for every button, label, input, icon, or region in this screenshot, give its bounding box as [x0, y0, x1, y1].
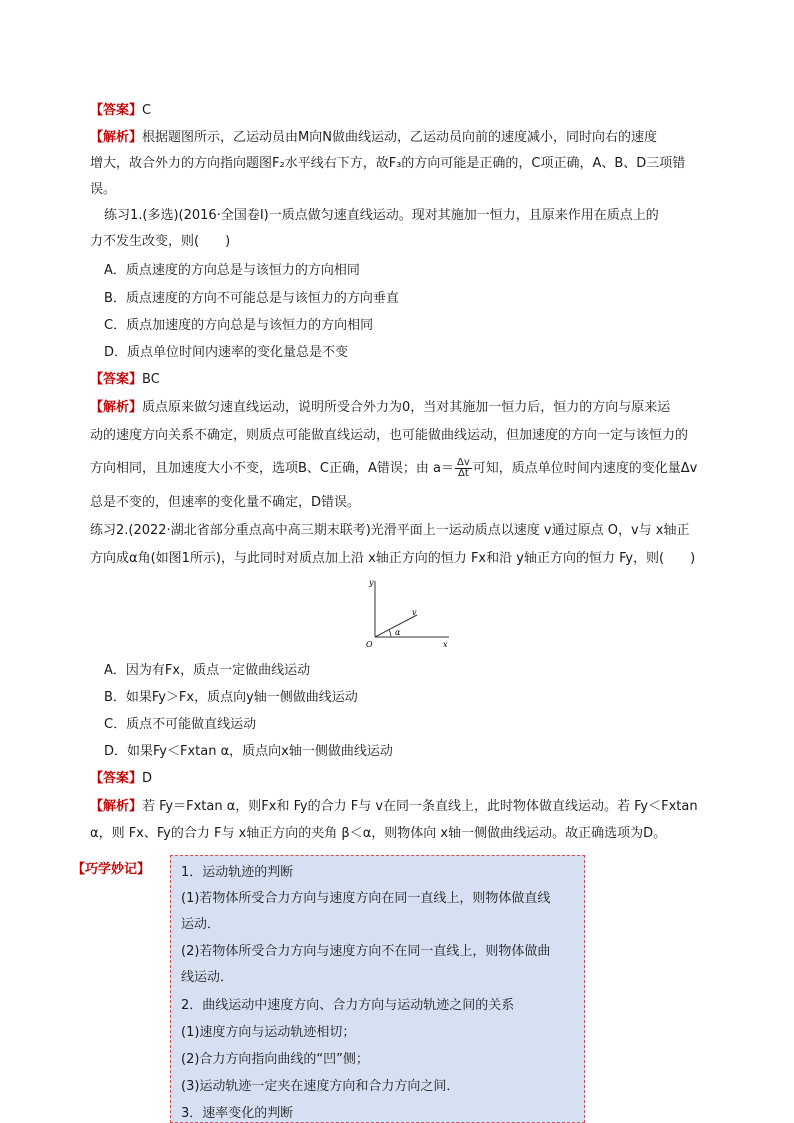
tip-line: (1)若物体所受合力方向与速度方向在同一直线上，则物体做直线 [181, 891, 551, 906]
tip-line: 2．曲线运动中速度方向、合力方向与运动轨迹之间的关系 [181, 998, 515, 1013]
tip-line: (2)若物体所受合力方向与速度方向不在同一直线上，则物体做曲 [181, 944, 551, 959]
tip-line: (1)速度方向与运动轨迹相切； [181, 1025, 356, 1040]
analysis-text: 根据题图所示，乙运动员由M向N做曲线运动，乙运动员向前的速度减小，同时向右的速度 [142, 130, 657, 145]
x-axis-label: x [443, 640, 448, 649]
question-2-line-2: 方向成α角(如图1所示)，与此同时对质点加上沿 x轴正方向的恒力 Fx和沿 y轴正方向的恒力 Fy，则( ) [90, 551, 696, 566]
tips-label: 【巧学妙记】 [72, 862, 151, 877]
answer-3 [90, 770, 710, 788]
answer-value: D [142, 771, 153, 786]
analysis-text: 可知，质点单位时间内速度的变化量Δv [472, 461, 698, 476]
origin-label: O [366, 640, 373, 649]
question-1-option-a: A．质点速度的方向总是与该恒力的方向相同 [104, 263, 360, 278]
tips-box [170, 855, 585, 1123]
analysis-2-line-4: 总是不变的，但速率的变化量不确定，D错误。 [90, 495, 361, 510]
analysis-3-line-1 [90, 798, 710, 816]
angle-arc [389, 630, 391, 637]
tip-line: (2)合力方向指向曲线的“凹”侧； [181, 1052, 369, 1067]
analysis-1-line-2: 增大，故合外力的方向指向题图F₂水平线右下方，故F₃的方向可能是正确的，C项正确，A、B、D三项错 [90, 156, 686, 171]
fraction [455, 458, 472, 479]
tip-line: 线运动． [181, 970, 234, 985]
question-1-line-2: 力不发生改变，则( ) [90, 234, 231, 249]
analysis-text: 质点原来做匀速直线运动，说明所受合外力为0，当对其施加一恒力后，恒力的方向与原来运 [142, 400, 671, 415]
fraction-numerator: Δv [457, 457, 470, 468]
answer-tag: 【答案】 [90, 771, 143, 786]
answer-tag: 【答案】 [90, 103, 143, 118]
tip-line: 运动． [181, 917, 221, 932]
analysis-tag: 【解析】 [90, 799, 143, 814]
analysis-2-line-2: 动的速度方向关系不确定，则质点可能做直线运动，也可能做曲线运动，但加速度的方向一定与该恒力的 [90, 428, 689, 443]
analysis-text: 若 Fy＝Fxtan α，则Fx和 Fy的合力 F与 v在同一条直线上，此时物体做直线运动。若 Fy＜Fxtan [142, 799, 698, 814]
analysis-2-line-3 [90, 458, 710, 479]
y-axis-label: y [369, 578, 374, 587]
tip-line: (3)运动轨迹一定夹在速度方向和合力方向之间． [181, 1079, 460, 1094]
question-2-option-c: C．质点不可能做直线运动 [104, 717, 257, 732]
question-2-option-b: B．如果Fy＞Fx，质点向y轴一侧做曲线运动 [104, 690, 358, 705]
angle-label: α [395, 628, 401, 637]
analysis-tag: 【解析】 [90, 130, 143, 145]
answer-value: C [142, 103, 152, 118]
answer-tag: 【答案】 [90, 372, 143, 387]
answer-value: BC [142, 372, 160, 387]
question-2-option-a: A．因为有Fx，质点一定做曲线运动 [104, 663, 311, 678]
analysis-text: 方向相同，且加速度大小不变，选项B、C正确，A错误；由 a＝ [90, 461, 454, 476]
question-1-option-d: D．质点单位时间内速率的变化量总是不变 [104, 345, 349, 360]
analysis-1-line-3: 误。 [90, 182, 117, 197]
question-1-line-1: 练习1.(多选)(2016·全国卷Ⅰ)一质点做匀速直线运动。现对其施加一恒力，且原来作用在质点上的 [104, 208, 659, 223]
analysis-2-line-1 [90, 399, 710, 417]
analysis-1-line-1 [90, 129, 710, 147]
tip-line: 1．运动轨迹的判断 [181, 865, 294, 880]
figure-1-diagram [365, 575, 455, 653]
question-1-option-b: B．质点速度的方向不可能总是与该恒力的方向垂直 [104, 291, 399, 306]
question-1-option-c: C．质点加速度的方向总是与该恒力的方向相同 [104, 318, 374, 333]
velocity-label: v [412, 608, 417, 617]
question-2-option-d: D．如果Fy＜Fxtan α，质点向x轴一侧做曲线运动 [104, 744, 393, 759]
analysis-tag: 【解析】 [90, 400, 143, 415]
question-2-line-1: 练习2.(2022·湖北省部分重点高中高三期末联考)光滑平面上一运动质点以速度 v通过原点 O，v与 x轴正 [90, 523, 690, 538]
answer-1 [90, 102, 710, 120]
tip-line: 3．速率变化的判断 [181, 1106, 294, 1121]
answer-2 [90, 371, 710, 389]
analysis-3-line-2: α，则 Fx、Fy的合力 F与 x轴正方向的夹角 β＜α，则物体向 x轴一侧做曲线运动。故正确选项为D。 [90, 826, 667, 841]
fraction-denominator: Δt [458, 468, 469, 479]
